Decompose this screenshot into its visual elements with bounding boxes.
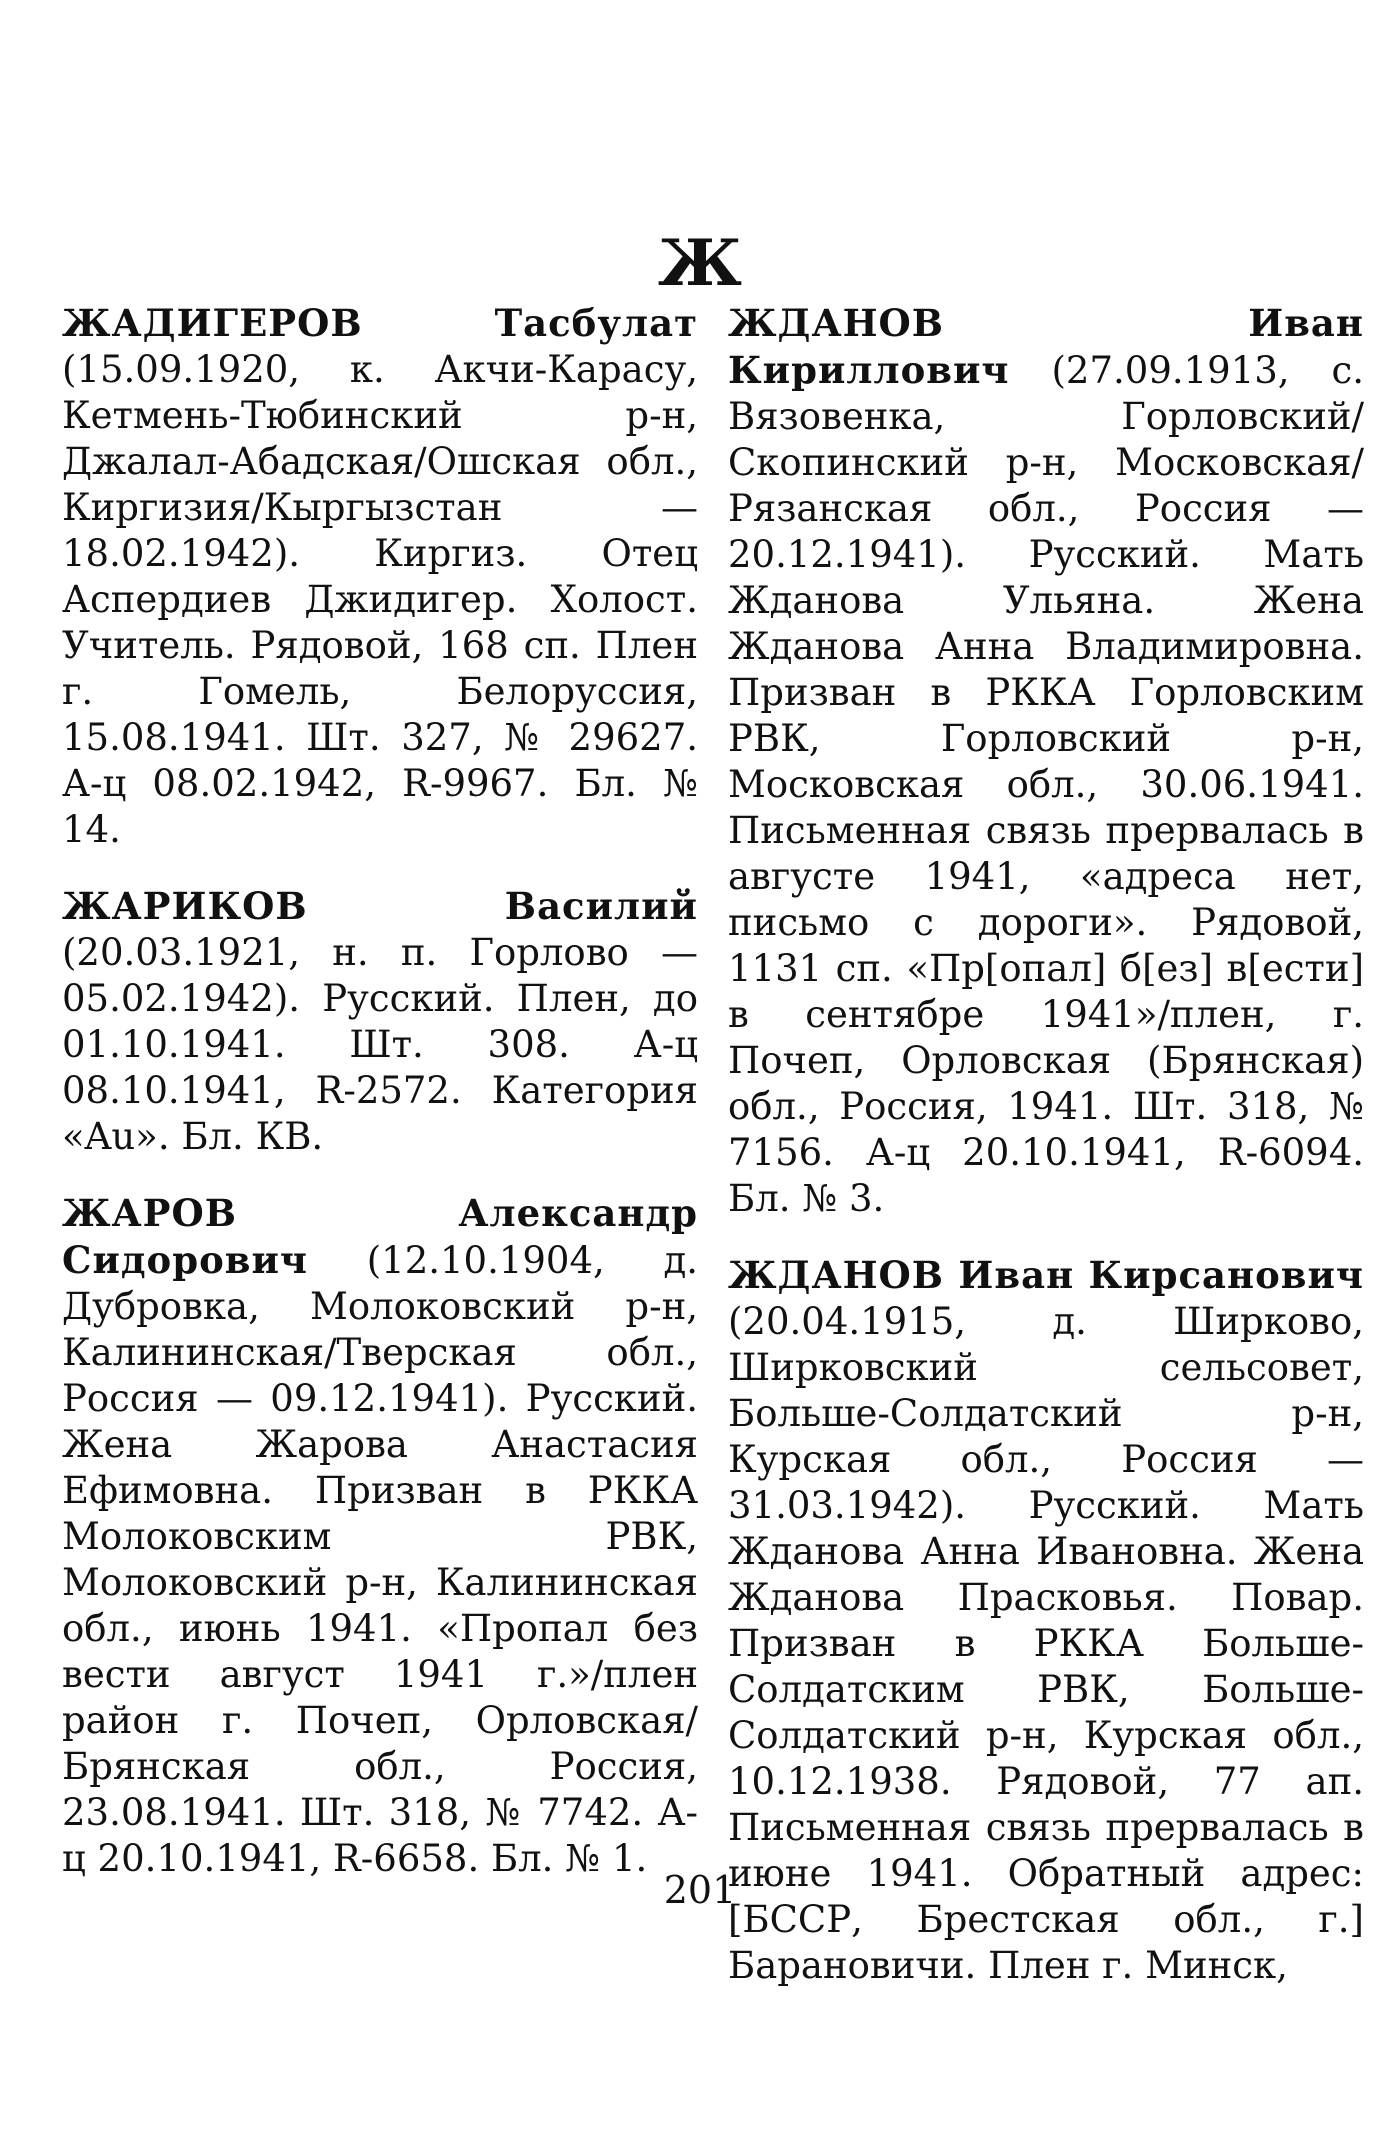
entry-text: (20.03.1921, н. п. Горлово — 05.02.1942). Русский. Плен, до 01.10.1941. Шт. 308. А-ц 08.10.1941, R-2572. Категория «Au». Бл. КВ. [62, 931, 698, 1158]
right-column [728, 300, 1364, 2019]
entry-text: (20.04.1915, д. Ширково, Ширковский сельсовет, Больше-Солдатский р-н, Курская обл., Россия — 31.03.1942). Русский. Мать Жданова Анна Ивановна. Жена Жданова Прасковья. Повар. Призван в РККА Больше-Солдатским РВК, Больше-Солдатский р-н, Курская обл., 10.12.1938. Рядовой, 77 ап. Письменная связь прервалась в июне 1941. Обратный адрес: [БССР, Брестская обл., г.] Барановичи. Плен г. Минск, [728, 1300, 1364, 1987]
entry-name: ЖДАНОВ Иван Кириллович [728, 301, 1364, 392]
entry-zhdanov-kirillovich [728, 300, 1364, 1222]
page-number: 201 [663, 1868, 737, 1912]
entry-text: (15.09.1920, к. Акчи-Карасу, Кетмень-Тюбинский р-н, Джалал-Абадская/Ошская обл., Киргизия/Кыргызстан — 18.02.1942). Киргиз. Отец Аспердиев Джидигер. Холост. Учитель. Рядовой, 168 сп. Плен г. Гомель, Белоруссия, 15.08.1941. Шт. 327, № 29627. А-ц 08.02.1942, R-9967. Бл. № 14. [62, 348, 698, 851]
entry-zharov [62, 1190, 698, 1882]
entry-zhadigerov [62, 300, 698, 853]
entry-name: ЖАРОВ Александр Сидорович [62, 1191, 698, 1282]
section-letter: Ж [658, 226, 742, 301]
entry-zharikov [62, 883, 698, 1160]
left-column [62, 300, 698, 1912]
entry-name: ЖАРИКОВ Василий [62, 884, 698, 928]
entry-text: (12.10.1904, д. Дубровка, Молоковский р-н, Калининская/Тверская обл., Россия — 09.12.1941). Русский. Жена Жарова Анастасия Ефимовна. Призван в РККА Молоковским РВК, Молоковский р-н, Калининская обл., июнь 1941. «Пропал без вести август 1941 г.»/плен район г. Почеп, Орловская/Брянская обл., Россия, 23.08.1941. Шт. 318, № 7742. А-ц 20.10.1941, R-6658. Бл. № 1. [62, 1239, 698, 1880]
entry-name: ЖДАНОВ Иван Кирсанович [728, 1253, 1364, 1297]
entry-name: ЖАДИГЕРОВ Тасбулат [62, 301, 698, 345]
entry-text: (27.09.1913, с. Вязовенка, Горловский/Скопинский р-н, Московская/Рязанская обл., Россия — 20.12.1941). Русский. Мать Жданова Ульяна. Жена Жданова Анна Владимировна. Призван в РККА Горловским РВК, Горловский р-н, Московская обл., 30.06.1941. Письменная связь прервалась в августе 1941, «адреса нет, письмо с дороги». Рядовой, 1131 сп. «Пр[опал] б[ез] в[ести] в сентябре 1941»/плен, г. Почеп, Орловская (Брянская) обл., Россия, 1941. Шт. 318, № 7156. А-ц 20.10.1941, R-6094. Бл. № 3. [728, 349, 1364, 1220]
